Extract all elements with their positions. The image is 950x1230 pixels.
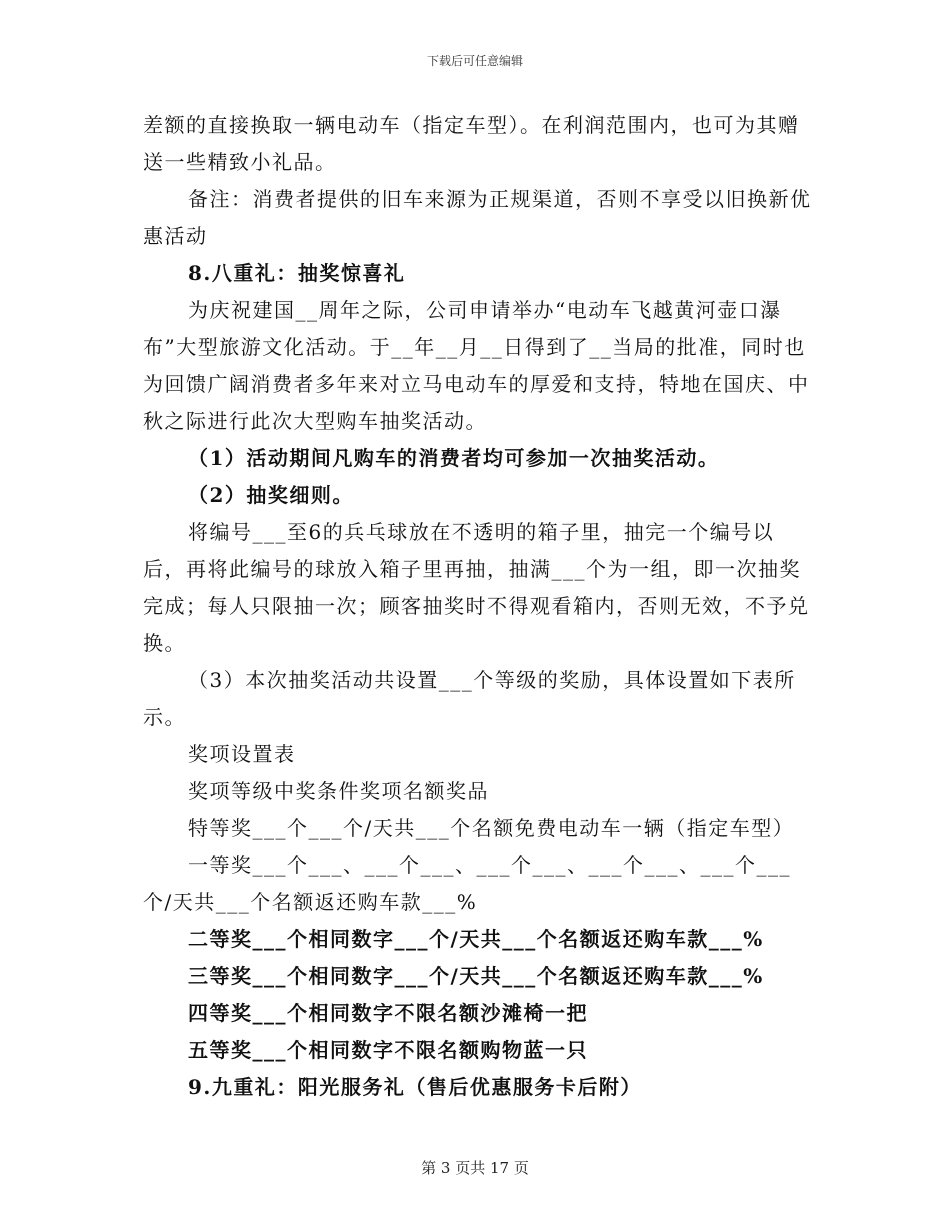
section-heading-9: 9.九重礼：阳光服务礼（售后优惠服务卡后附） bbox=[188, 1075, 642, 1099]
prize-table-title: 奖项设置表 bbox=[188, 742, 296, 766]
prize-fifth: 五等奖___个相同数字不限名额购物蓝一只 bbox=[188, 1038, 588, 1062]
prize-first: 一等奖___个___、___个___、___个___、___个___、___个___个/天共___个名额返还购车款___% bbox=[143, 853, 791, 914]
paragraph-continuation: 差额的直接换取一辆电动车（指定车型）。在利润范围内，也可为其赠送一些精致小礼品。 bbox=[143, 113, 800, 174]
prize-special: 特等奖___个___个/天共___个名额免费电动车一辆（指定车型） bbox=[188, 816, 795, 840]
document-body bbox=[143, 107, 813, 1106]
rule-item-1: （1）活动期间凡购车的消费者均可参加一次抽奖活动。 bbox=[188, 446, 720, 470]
page-header: 下载后可任意编辑 bbox=[426, 54, 523, 68]
prize-table-header: 奖项等级中奖条件奖项名额奖品 bbox=[188, 779, 489, 803]
paragraph-event-intro: 为庆祝建国__周年之际，公司申请举办“电动车飞越黄河壶口瀑布”大型旅游文化活动。于__年__月__日得到了__当局的批准，同时也为回馈广阔消费者多年来对立马电动车的厚爱和支持，特地在国庆、中秋之际进行此次大型购车抽奖活动。 bbox=[143, 298, 810, 433]
page-footer: 第 3 页共 17 页 bbox=[421, 1159, 529, 1177]
rule-item-2: （2）抽奖细则。 bbox=[188, 483, 354, 507]
section-heading-8: 8.八重礼：抽奖惊喜礼 bbox=[188, 261, 406, 285]
prize-fourth: 四等奖___个相同数字不限名额沙滩椅一把 bbox=[188, 1001, 588, 1025]
rule-item-3: （3）本次抽奖活动共设置___个等级的奖励，具体设置如下表所示。 bbox=[143, 668, 796, 729]
prize-second: 二等奖___个相同数字___个/天共___个名额返还购车款___% bbox=[188, 927, 764, 951]
prize-third: 三等奖___个相同数字___个/天共___个名额返还购车款___% bbox=[188, 964, 764, 988]
paragraph-note: 备注：消费者提供的旧车来源为正规渠道，否则不享受以旧换新优惠活动 bbox=[143, 187, 812, 248]
paragraph-draw-rules: 将编号___至6的兵乓球放在不透明的箱子里，抽完一个编号以后，再将此编号的球放入箱子里再抽，抽满___个为一组，即一次抽奖完成；每人只限抽一次；顾客抽奖时不得观看箱内，否则无效，不予兑换。 bbox=[143, 520, 810, 655]
